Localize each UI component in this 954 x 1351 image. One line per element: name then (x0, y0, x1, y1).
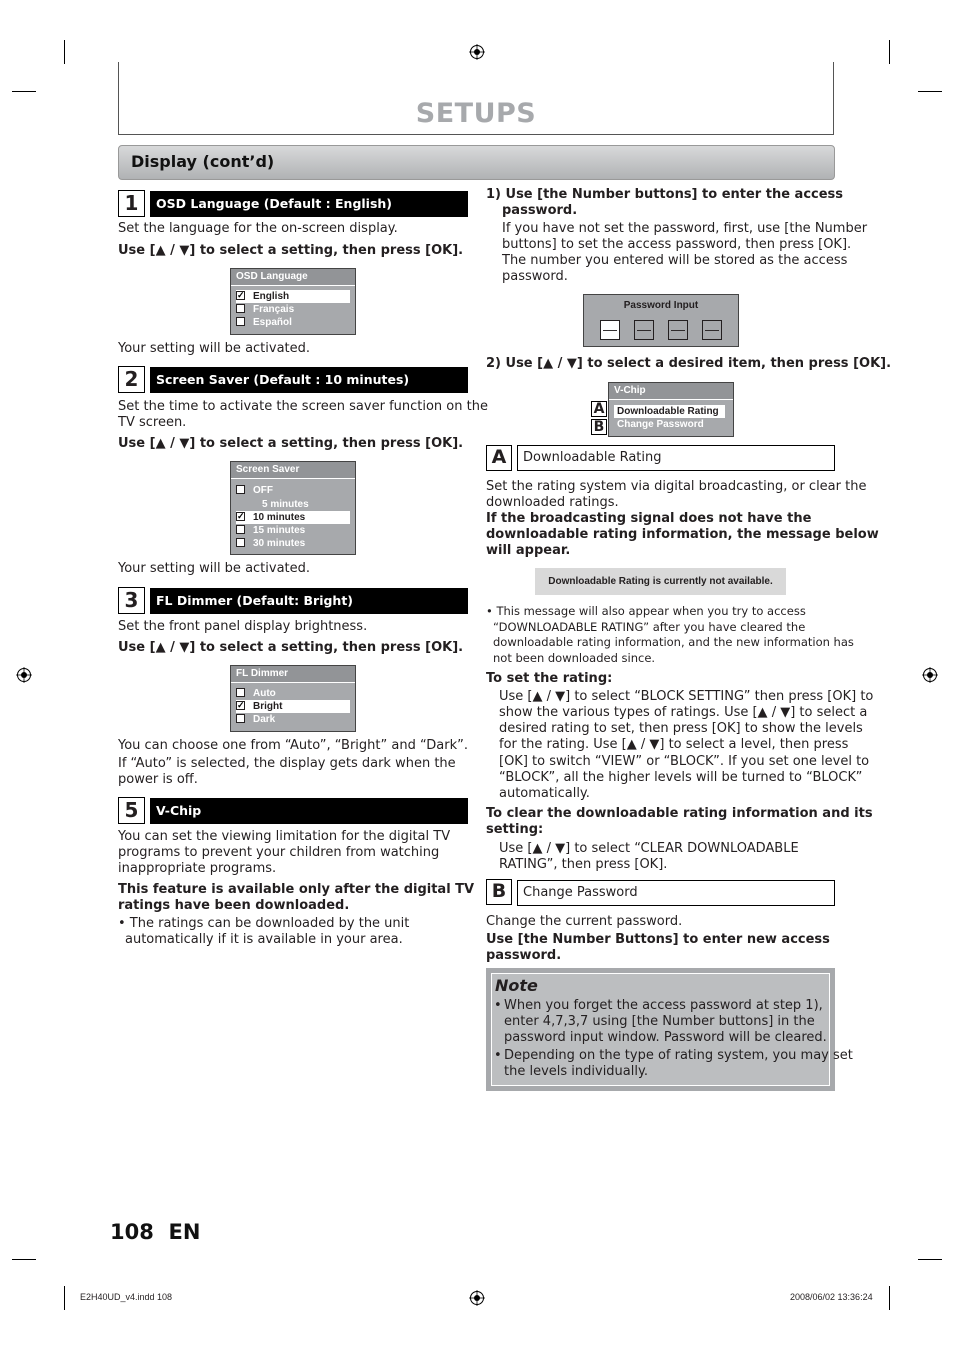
subheading: To clear the downloadable rating information and its (486, 806, 873, 821)
step-title: Screen Saver (Default : 10 minutes) (150, 367, 468, 393)
osd-dimmer-menu (230, 665, 356, 732)
checkbox-icon (236, 688, 245, 697)
instruction: password. (502, 203, 578, 218)
osd-title: Password Input (623, 300, 699, 311)
osd-option: 30 minutes (236, 537, 350, 550)
page-number: 108 EN (110, 1220, 201, 1244)
step-description: TV screen. (118, 415, 187, 430)
paragraph-bold: ratings have been downloaded. (118, 898, 350, 913)
bullet-text: not been downloaded since. (493, 651, 656, 665)
crop-mark (12, 1259, 36, 1260)
osd-option: Français (236, 303, 350, 316)
instruction: 2) Use [▲ / ▼] to select a desired item, then press [OK]. (486, 356, 892, 371)
step-number: 2 (118, 366, 145, 393)
subheading: To set the rating: (486, 671, 613, 686)
step-number: 5 (118, 797, 145, 824)
paragraph-bold: This feature is available only after the digital TV (118, 882, 475, 897)
password-digit-box: — (702, 320, 722, 340)
paragraph-bold: downloadable rating information, the message below (486, 527, 879, 542)
bullet-text: downloadable rating information, and the new information has (493, 635, 854, 649)
osd-option: ✓ English (236, 290, 350, 303)
osd-option: Downloadable Rating (614, 405, 725, 418)
registration-mark-icon (469, 1290, 485, 1306)
note-bullet: • (494, 1048, 502, 1063)
password-digit-box: — (634, 320, 654, 340)
paragraph: Use [▲ / ▼] to select “CLEAR DOWNLOADABLE (499, 841, 799, 856)
paragraph: You can set the viewing limitation for the digital TV (118, 829, 451, 844)
paragraph: password. (502, 269, 568, 284)
osd-option: 15 minutes (236, 524, 350, 537)
paragraph: Change the current password. (486, 914, 683, 929)
step-instruction: Use [▲ / ▼] to select a setting, then press [OK]. (118, 243, 464, 258)
checkbox-icon (236, 317, 245, 326)
step-description: Set the front panel display brightness. (118, 619, 368, 634)
section-label-b: B (486, 879, 512, 905)
paragraph: downloaded ratings. (486, 495, 619, 510)
step-title: OSD Language (Default : English) (150, 191, 468, 217)
osd-title: V-Chip (609, 383, 733, 400)
step-result: If “Auto” is selected, the display gets dark when the (118, 756, 456, 771)
vchip-menu (608, 382, 734, 437)
paragraph: automatically. (499, 786, 590, 801)
paragraph: show the various types of ratings. Use [▲ / ▼] to select a (499, 705, 868, 720)
osd-title: FL Dimmer (231, 666, 355, 683)
step-result: Your setting will be activated. (118, 561, 311, 576)
paragraph: Set the rating system via digital broadcasting, or clear the (486, 479, 867, 494)
paragraph: for the rating. Use [▲ / ▼] to select a level, then press (499, 737, 849, 752)
note-title: Note (495, 976, 538, 995)
file-name: E2H40UD_v4.indd 108 (80, 1292, 173, 1302)
note-bullet: • (494, 998, 502, 1013)
step-result: You can choose one from “Auto”, “Bright” and “Dark”. (118, 738, 469, 753)
crop-mark (64, 1286, 65, 1310)
osd-option: ✓ Bright (236, 700, 350, 713)
paragraph-bold: If the broadcasting signal does not have the (486, 511, 812, 526)
step-description: Set the language for the on-screen display. (118, 221, 398, 236)
osd-option: 5 minutes (262, 499, 309, 510)
note-text: enter 4,7,3,7 using [the Number buttons] in the (504, 1014, 815, 1029)
crop-mark (918, 1259, 942, 1260)
paragraph: Use [▲ / ▼] to select “BLOCK SETTING” then press [OK] to (499, 689, 874, 704)
osd-option: Español (236, 316, 350, 329)
registration-mark-icon (16, 667, 32, 683)
password-digit-box: — (600, 320, 620, 340)
osd-screensaver-menu (230, 461, 356, 555)
step-title: V-Chip (150, 798, 468, 824)
subsection-title: Downloadable Rating (517, 445, 835, 471)
paragraph-bold: will appear. (486, 543, 571, 558)
bullet-text: • This message will also appear when you try to access (486, 604, 806, 618)
step-instruction: Use [▲ / ▼] to select a setting, then press [OK]. (118, 640, 464, 655)
checkbox-icon (236, 485, 245, 494)
checked-checkbox-icon: ✓ (237, 699, 245, 710)
osd-title: OSD Language (231, 269, 355, 286)
paragraph: [OK] to switch “VIEW” or “BLOCK”. If you set one level to (499, 754, 870, 769)
osd-option: Dark (236, 713, 350, 726)
note-text: password input window. Password will be cleared. (504, 1030, 827, 1045)
bullet-text: “DOWNLOADABLE RATING” after you have cleared the (493, 620, 806, 634)
paragraph: desired rating to set, then press [OK] to show the levels (499, 721, 863, 736)
bullet-text: automatically if it is available in your area. (125, 932, 403, 947)
message-bar: Downloadable Rating is currently not available. (535, 568, 786, 595)
paragraph: RATING”, then press [OK]. (499, 857, 668, 872)
registration-mark-icon (469, 44, 485, 60)
note-text: Depending on the type of rating system, you may set (504, 1048, 853, 1063)
osd-option: Auto (236, 687, 350, 700)
paragraph: If you have not set the password, first, use [the Number (502, 221, 868, 236)
subsection-title: Change Password (517, 880, 835, 906)
label-b: B (591, 419, 607, 435)
crop-mark (64, 40, 65, 64)
print-date: 2008/06/02 13:36:24 (790, 1292, 873, 1302)
label-a: A (591, 401, 607, 417)
paragraph: inappropriate programs. (118, 861, 277, 876)
step-instruction: Use [▲ / ▼] to select a setting, then press [OK]. (118, 436, 464, 451)
osd-language-menu (230, 268, 356, 335)
registration-mark-icon (922, 667, 938, 683)
paragraph: The number you entered will be stored as the access (502, 253, 848, 268)
paragraph: “BLOCK”, all the higher levels will be turned to “BLOCK” (499, 770, 863, 785)
paragraph: programs to prevent your children from watching (118, 845, 440, 860)
section-label-a: A (486, 445, 512, 471)
subheading: setting: (486, 822, 544, 837)
step-result: power is off. (118, 772, 198, 787)
crop-mark (889, 1286, 890, 1310)
osd-option: OFF (236, 484, 350, 497)
password-input-window (583, 294, 739, 347)
step-result: Your setting will be activated. (118, 341, 311, 356)
paragraph: buttons] to set the access password, then press [OK]. (502, 237, 852, 252)
step-number: 3 (118, 587, 145, 614)
step-number: 1 (118, 190, 145, 217)
step-description: Set the time to activate the screen saver function on the (118, 399, 488, 414)
crop-mark (889, 40, 890, 64)
paragraph-bold: Use [the Number Buttons] to enter new access (486, 932, 830, 947)
section-title: Display (cont’d) (131, 152, 275, 171)
checkbox-icon (236, 525, 245, 534)
bullet-text: • The ratings can be downloaded by the unit (118, 916, 410, 931)
osd-option: Change Password (617, 419, 704, 430)
osd-option: ✓ 10 minutes (236, 511, 350, 524)
checkbox-icon (236, 538, 245, 547)
note-text: When you forget the access password at step 1), (504, 998, 823, 1013)
paragraph-bold: password. (486, 948, 562, 963)
crop-mark (12, 91, 36, 92)
note-text: the levels individually. (504, 1064, 648, 1079)
page-title: SETUPS (415, 98, 537, 129)
step-title: FL Dimmer (Default: Bright) (150, 588, 468, 614)
checked-checkbox-icon: ✓ (237, 510, 245, 521)
password-digit-box: — (668, 320, 688, 340)
crop-mark (918, 91, 942, 92)
checkbox-icon (236, 714, 245, 723)
instruction: 1) Use [the Number buttons] to enter the access (486, 187, 844, 202)
checked-checkbox-icon: ✓ (237, 289, 245, 300)
osd-title: Screen Saver (231, 462, 355, 479)
checkbox-icon (236, 304, 245, 313)
